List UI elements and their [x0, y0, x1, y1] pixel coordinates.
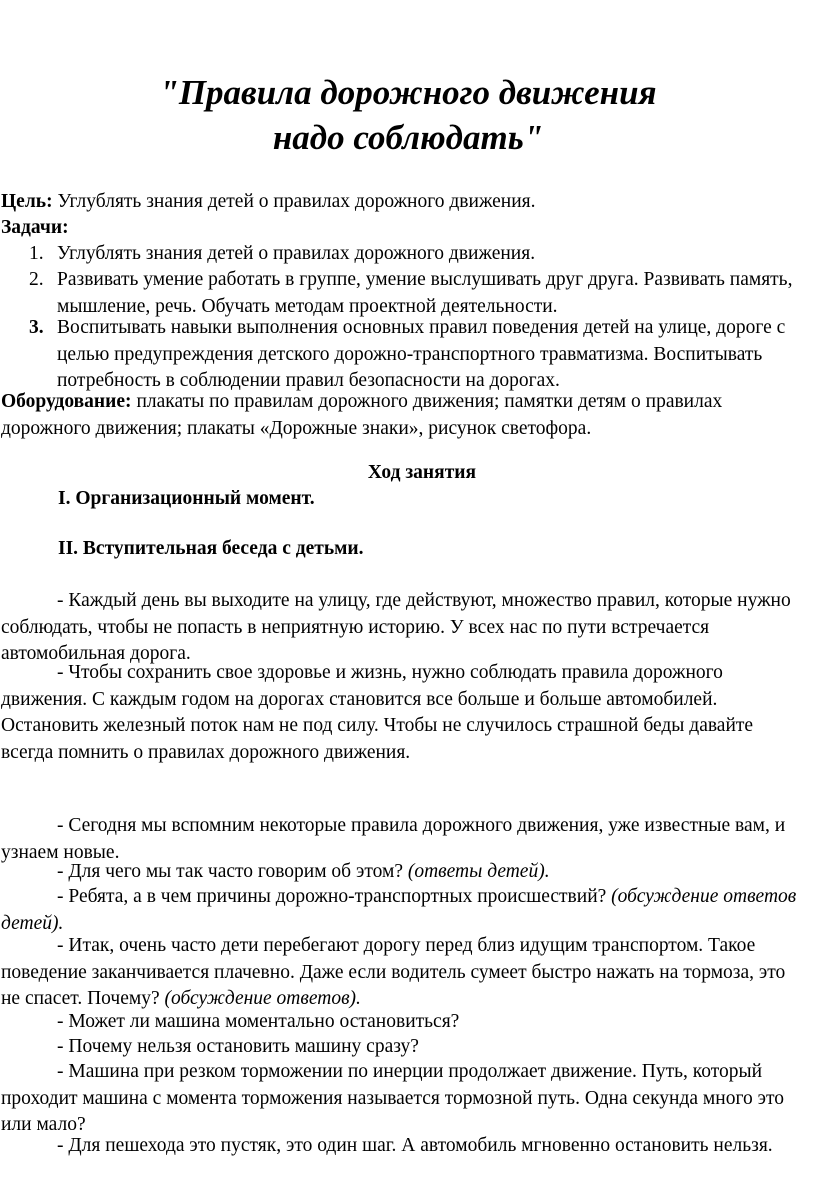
- task-text: Углублять знания детей о правилах дорожного движения.: [57, 243, 536, 264]
- paragraph: - Почему нельзя остановить машину сразу?: [57, 1036, 419, 1057]
- paragraph: - Может ли машина моментально остановиться?: [57, 1011, 460, 1032]
- task-number: 1.: [29, 243, 44, 264]
- italic-note: (обсуждение ответов детей).: [1, 886, 797, 934]
- task-item-3: [0, 315, 808, 395]
- title-line-2: надо соблюдать": [272, 118, 544, 157]
- paragraph: - Для пешехода это пустяк, это один шаг. А автомобиль мгновенно остановить нельзя.: [57, 1135, 773, 1156]
- question-text: - Итак, очень часто дети перебегают дорогу перед близ идущим транспортом. Такое поведение заканчивается плачевно. Даже если водитель сумеет быстро нажать на тормоза, это не спасет. Почему?: [1, 935, 786, 1009]
- equipment: [1, 389, 808, 442]
- paragraph: - Машина при резком торможении по инерции продолжает движение. Путь, который проходит машина с момента торможения называется тормозной путь. Одна секунда много это или мало?: [1, 1061, 784, 1135]
- paragraph: - Сегодня мы вспомним некоторые правила дорожного движения, уже известные вам, и узнаем новые.: [1, 815, 786, 863]
- question-text: - Ребята, а в чем причины дорожно-транспортных происшествий?: [57, 886, 612, 907]
- paragraph: - Каждый день вы выходите на улицу, где действуют, множество правил, которые нужно соблюдать, чтобы не попасть в неприятную историю. У всех нас по пути встречается автомобильная дорога.: [1, 590, 791, 664]
- task-text: Воспитывать навыки выполнения основных правил поведения детей на улице, дороге с целью предупреждения детского дорожно-транспортного травматизма. Воспитывать потребность в соблюдении правил безопасности на дорогах.: [57, 317, 786, 391]
- italic-note: (обсуждение ответов).: [164, 988, 361, 1009]
- equipment-text: плакаты по правилам дорожного движения; памятки детям о правилах дорожного движения; плакаты «Дорожные знаки», рисунок светофора.: [1, 391, 723, 439]
- task-item-1: [0, 241, 808, 268]
- section-1-heading: I. Организационный момент.: [58, 488, 315, 509]
- tasks-label: Задачи:: [1, 217, 69, 238]
- section-2-heading: II. Вступительная беседа с детьми.: [58, 538, 364, 559]
- paragraph: [1, 859, 808, 886]
- task-number: 3.: [29, 317, 44, 338]
- paragraph: - Чтобы сохранить свое здоровье и жизнь, нужно соблюдать правила дорожного движения. С каждым годом на дорогах становится все больше и больше автомобилей. Остановить железный поток нам не под силу. Чтобы не случилось страшной беды давайте всегда помнить о правилах дорожного движения.: [1, 662, 754, 763]
- task-number: 2.: [29, 269, 44, 290]
- goal-text: Углублять знания детей о правилах дорожного движения.: [52, 191, 536, 212]
- goal-line: [1, 189, 808, 216]
- lesson-heading: Ход занятия: [367, 462, 477, 483]
- task-item-2: [0, 267, 808, 320]
- title-line-1: "Правила дорожного движения: [159, 73, 657, 112]
- document-title: [0, 70, 816, 160]
- question-text: - Для чего мы так часто говорим об этом?: [57, 861, 408, 882]
- goal-label: Цель:: [1, 191, 53, 212]
- equipment-label: Оборудование:: [1, 391, 132, 412]
- italic-note: (ответы детей).: [407, 861, 550, 882]
- paragraph: [1, 933, 808, 1013]
- paragraph: [1, 884, 808, 937]
- task-text: Развивать умение работать в группе, умение выслушивать друг друга. Развивать память, мышление, речь. Обучать методам проектной деятельности.: [57, 269, 793, 317]
